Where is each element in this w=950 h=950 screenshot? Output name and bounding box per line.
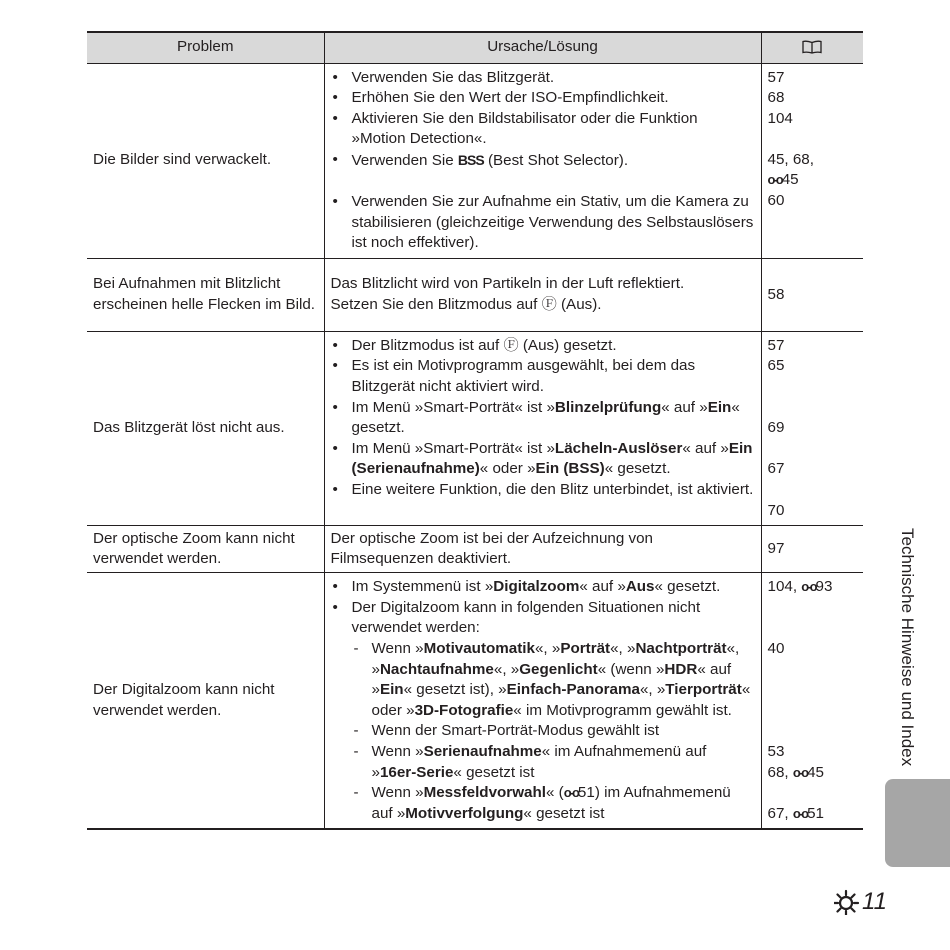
list-item: • Im Menü »Smart-Porträt« ist »Lächeln-Auslöser« auf »Ein (Serienaufnahme)« oder »Ein (BSS)« gesetzt.: [331, 439, 755, 480]
table-row: [87, 526, 863, 573]
reference-cell: 97: [761, 526, 863, 573]
table-row: [87, 258, 863, 331]
problem-cell: Bei Aufnahmen mit Blitzlicht erscheinen helle Flecken im Bild.: [87, 258, 324, 331]
problem-cell: Der optische Zoom kann nicht verwendet werden.: [87, 526, 324, 573]
table-row: [87, 573, 863, 830]
page-ref: 60: [767, 192, 785, 210]
list-item: • Verwenden Sie das Blitzgerät.: [331, 68, 755, 89]
page-ref: 53: [767, 743, 785, 760]
reference-icon: o-o: [801, 579, 816, 595]
section-tab: [885, 779, 950, 867]
page-ref: 68, o-o45: [768, 763, 858, 804]
page-ref: 70: [767, 501, 785, 519]
page-ref: 104: [767, 109, 793, 127]
cause-cell: [324, 63, 761, 258]
cause-cell: [324, 331, 761, 525]
reference-cell: [761, 573, 863, 830]
header-reference: [761, 32, 863, 63]
list-item: • Der Blitzmodus ist auf Ⓕ (Aus) gesetzt.: [331, 336, 755, 357]
sub-list-item: - Wenn der Smart-Porträt-Modus gewählt ist: [352, 721, 755, 742]
list-item: • Aktivieren Sie den Bildstabilisator oder die Funktion »Motion Detection«.: [331, 109, 755, 150]
page-ref: 104, o-o93: [768, 577, 858, 639]
page-number: 11: [834, 884, 904, 920]
page-ref: 57: [767, 336, 785, 354]
page-ref: 69: [767, 419, 785, 437]
reference-cell: 58: [761, 258, 863, 331]
sub-list-item: - Wenn »Serienaufnahme« im Aufnahmemenü auf »16er-Serie« gesetzt ist: [352, 742, 755, 783]
cause-cell: [324, 573, 761, 830]
reference-icon: o-o: [767, 172, 782, 188]
sub-list-item: - Wenn »Messfeldvorwahl« (o-o51) im Aufnahmemenü auf »Motivverfolgung« gesetzt ist: [352, 783, 755, 824]
sub-list-item: - Wenn »Motivautomatik«, »Porträt«, »Nachtporträt«, »Nachtaufnahme«, »Gegenlicht« (wenn »HDR« auf »Ein« gesetzt ist), »Einfach-Panorama«, »Tierporträt« oder »3D-Fotografie« im Motivprogramm gewählt ist.: [352, 639, 755, 721]
problem-cell: Das Blitzgerät löst nicht aus.: [87, 331, 324, 525]
sun-icon: [834, 889, 862, 915]
reference-cell: [761, 63, 863, 258]
section-side-label: Technische Hinweise und Index: [898, 528, 917, 767]
troubleshooting-table: [87, 31, 863, 830]
page-ref: 68: [767, 89, 785, 107]
list-item: • Verwenden Sie BSS (Best Shot Selector).: [331, 150, 755, 172]
list-item: • Verwenden Sie zur Aufnahme ein Stativ, um die Kamera zu stabilisieren (gleichzeitige Verwendung des Selbstauslösers ist noch effektiver).: [331, 192, 755, 254]
problem-cell: Die Bilder sind verwackelt.: [87, 63, 324, 258]
reference-cell: [761, 331, 863, 525]
list-item: • Im Systemmenü ist »Digitalzoom« auf »Aus« gesetzt.: [331, 577, 755, 598]
page-ref: 57: [767, 68, 785, 86]
page-ref: 40: [767, 640, 785, 657]
page-ref: 67, o-o51: [768, 804, 858, 825]
page-ref: 67: [767, 460, 785, 478]
list-item: • Im Menü »Smart-Porträt« ist »Blinzelprüfung« auf »Ein« gesetzt.: [331, 398, 755, 439]
header-cause: Ursache/Lösung: [324, 32, 761, 63]
table-row: [87, 63, 863, 258]
list-item: • Es ist ein Motivprogramm ausgewählt, bei dem das Blitzgerät nicht aktiviert wird.: [331, 356, 755, 397]
page-ref: 45, 68, o-o45: [768, 150, 858, 191]
table-row: [87, 331, 863, 525]
list-item: • Der Digitalzoom kann in folgenden Situationen nicht verwendet werden: - Wenn »Motivautomatik«, »Porträt«, »Nachtporträt«, »Nachtaufnahme«, »Gegenlicht« (wenn »HDR« auf »Ein« gesetzt ist), »Einfach-Panorama«, »Tierporträt« oder »3D-Fotografie« im Motivprogramm gewählt ist. - Wenn der Smart-Porträt-Modus gewählt ist - Wenn »Serienaufnahme« im Aufnahmemenü auf »16er-Serie« gesetzt ist - Wenn »Messfeldvorwahl« (o-o51) im Aufnahmemenü auf »Motivverfolgung« gesetzt ist: [331, 598, 755, 825]
flash-off-icon: Ⓕ: [503, 336, 519, 354]
list-item: • Eine weitere Funktion, die den Blitz unterbindet, ist aktiviert.: [331, 480, 755, 501]
page-ref: 65: [767, 357, 785, 375]
flash-off-icon: Ⓕ: [541, 295, 557, 313]
reference-icon: o-o: [792, 764, 808, 780]
cause-cell: Das Blitzlicht wird von Partikeln in der Luft reflektiert. Setzen Sie den Blitzmodus auf Ⓕ (Aus).: [324, 258, 761, 331]
bss-icon: BSS: [457, 151, 484, 168]
header-problem: Problem: [87, 32, 324, 63]
book-icon: [802, 40, 822, 54]
problem-cell: Der Digitalzoom kann nicht verwendet werden.: [87, 573, 324, 830]
list-item: • Erhöhen Sie den Wert der ISO-Empfindlichkeit.: [331, 88, 755, 109]
table-header-row: [87, 32, 863, 63]
cause-cell: Der optische Zoom ist bei der Aufzeichnung von Filmsequenzen deaktiviert.: [324, 526, 761, 573]
reference-icon: o-o: [792, 805, 808, 821]
reference-icon: o-o: [563, 785, 578, 801]
